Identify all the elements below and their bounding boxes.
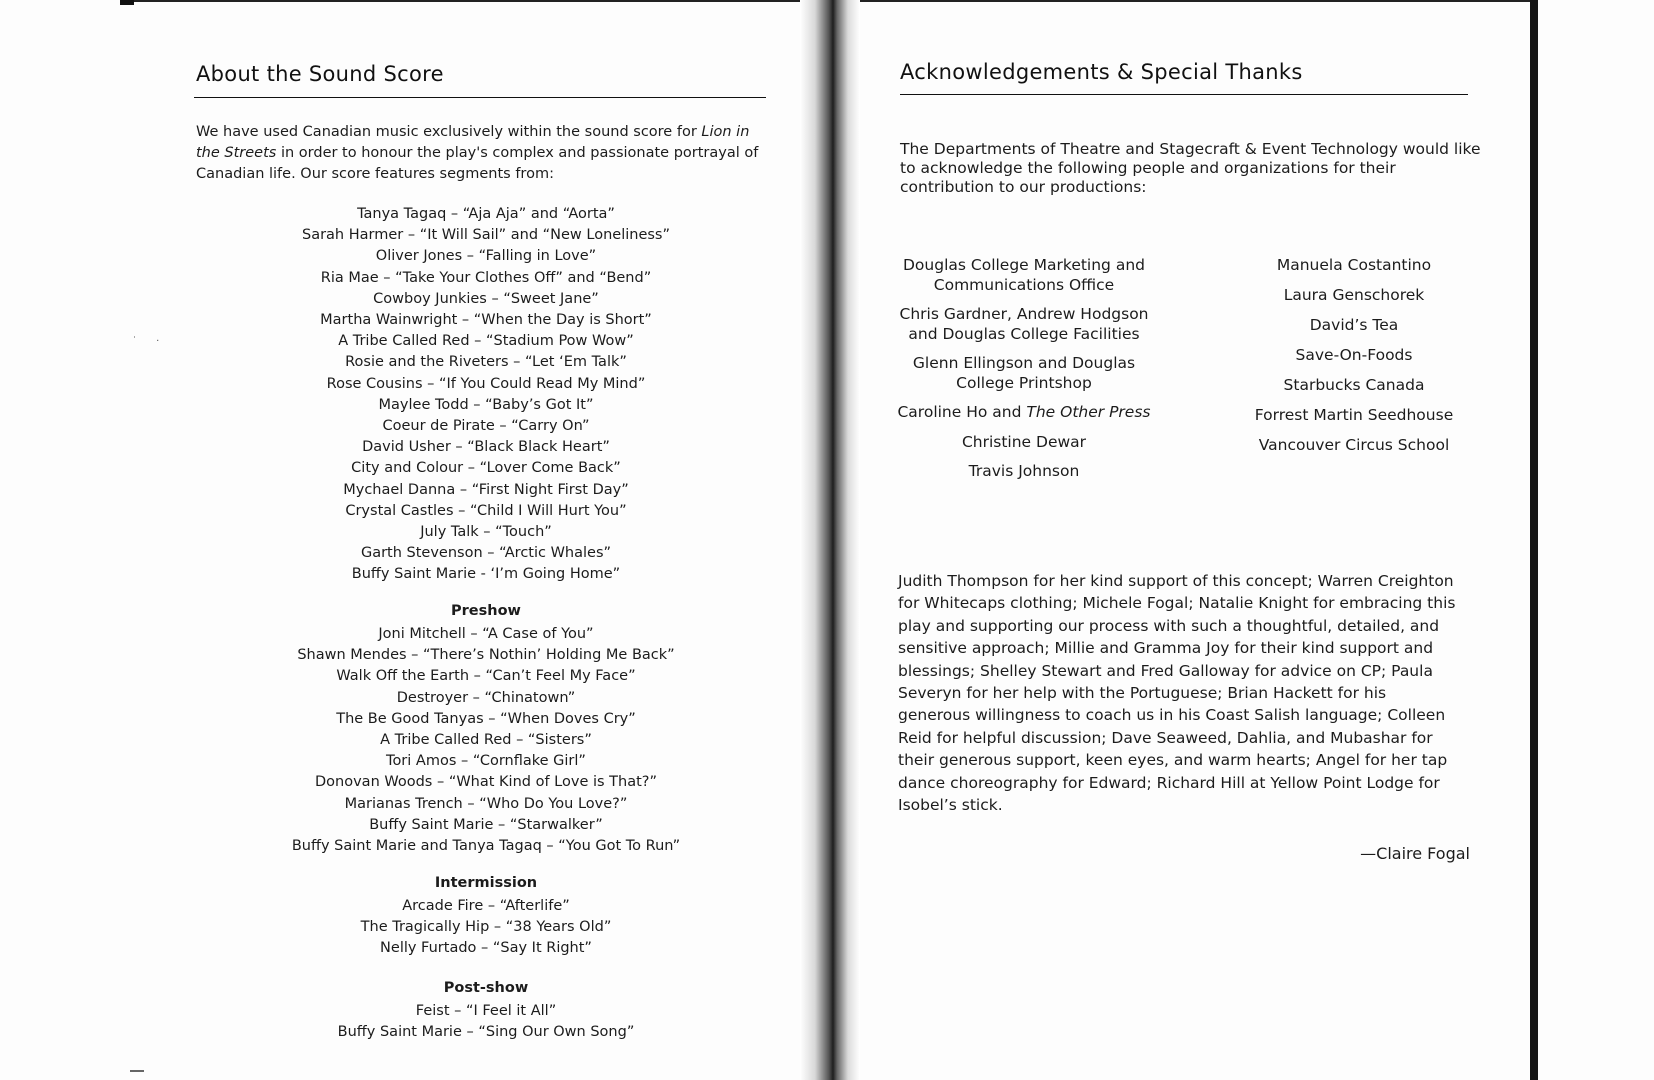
track-item: Maylee Todd – “Baby’s Got It” bbox=[378, 396, 594, 413]
track-item: A Tribe Called Red – “Sisters” bbox=[380, 732, 592, 749]
track-item: Crystal Castles – “Child I Will Hurt You” bbox=[345, 502, 627, 519]
acknowledgements-left-column bbox=[890, 256, 1158, 492]
sound-score-intro bbox=[196, 122, 766, 185]
track-item: Cowboy Junkies – “Sweet Jane” bbox=[373, 290, 599, 307]
ack-item: Starbucks Canada bbox=[1283, 376, 1425, 394]
publication-title: The Other Press bbox=[1026, 403, 1151, 421]
track-item: July Talk – “Touch” bbox=[420, 524, 552, 541]
track-item: Tori Amos – “Cornflake Girl” bbox=[386, 753, 586, 770]
play-title: Lion in the Streets bbox=[196, 124, 750, 161]
ack-item: Vancouver Circus School bbox=[1258, 436, 1450, 454]
ack-item: Douglas College Marketing and Communications Office bbox=[903, 256, 1145, 294]
track-item: Feist – “I Feel it All” bbox=[415, 1003, 557, 1019]
ack-item: David’s Tea bbox=[1309, 316, 1399, 334]
track-item: Ria Mae – “Take Your Clothes Off” and “Bend” bbox=[320, 269, 652, 286]
intermission-heading: Intermission bbox=[434, 875, 538, 891]
track-item: A Tribe Called Red – “Stadium Pow Wow” bbox=[338, 333, 634, 350]
track-item: Arcade Fire – “Afterlife” bbox=[402, 898, 570, 914]
track-item: Walk Off the Earth – “Can’t Feel My Face” bbox=[336, 668, 636, 685]
track-item: Coeur de Pirate – “Carry On” bbox=[382, 418, 590, 435]
acknowledgements-heading: Acknowledgements & Special Thanks bbox=[900, 60, 1303, 84]
track-item: Marianas Trench – “Who Do You Love?” bbox=[344, 795, 628, 812]
track-item: City and Colour – “Lover Come Back” bbox=[351, 460, 621, 477]
track-item: Martha Wainwright – “When the Day is Short” bbox=[320, 312, 652, 329]
track-item: David Usher – “Black Black Heart” bbox=[362, 439, 610, 456]
acknowledgements-right-column bbox=[1220, 256, 1488, 466]
track-item: Joni Mitchell – “A Case of You” bbox=[378, 626, 594, 642]
special-thanks-paragraph: Judith Thompson for her kind support of this concept; Warren Creighton for Whitecaps clothing; Michele Fogal; Natalie Knight for embracing this play and supporting our process with such a thoughtful, detailed, and sensitive approach; Millie and Gramma Joy for their kind support and blessings; Shelley Stewart and Fred Galloway for advice on CP; Paula Severyn for her help with the Portuguese; Brian Hackett for his generous willingness to coach us in his Coast Salish language; Colleen Reid for helpful discussion; Dave Seaweed, Dahlia, and Mubashar for their generous support, keen eyes, and warm hearts; Angel for her tap dance choreography for Edward; Richard Hill at Yellow Point Lodge for Isobel’s stick. bbox=[898, 572, 1456, 815]
track-item: Sarah Harmer – “It Will Sail” and “New Loneliness” bbox=[301, 227, 670, 244]
book-gutter bbox=[800, 0, 860, 1080]
page-top-edge bbox=[120, 0, 820, 2]
track-item: Nelly Furtado – “Say It Right” bbox=[380, 940, 592, 957]
postshow-heading: Post-show bbox=[443, 980, 529, 996]
track-item: Donovan Woods – “What Kind of Love is That?” bbox=[315, 774, 657, 791]
acknowledgements-intro: The Departments of Theatre and Stagecraft & Event Technology would like to acknowledge the following people and organizations for their contribution to our productions: bbox=[900, 140, 1481, 196]
signature: —Claire Fogal bbox=[1360, 844, 1470, 863]
track-item: Garth Stevenson – “Arctic Whales” bbox=[360, 545, 612, 562]
main-track-list bbox=[276, 204, 696, 586]
page-right-edge bbox=[1530, 0, 1538, 1080]
track-item: Oliver Jones – “Falling in Love” bbox=[375, 248, 597, 265]
track-item: Buffy Saint Marie - ‘I’m Going Home” bbox=[351, 566, 621, 583]
postshow-track-list bbox=[276, 1001, 696, 1043]
intro-text-end: in order to honour the play's complex and passionate portrayal of Canadian life. Our score features segments from: bbox=[196, 145, 759, 182]
intermission-track-list bbox=[276, 896, 696, 960]
scan-specks: ˙ · bbox=[132, 336, 168, 347]
track-item: Destroyer – “Chinatown” bbox=[396, 689, 576, 706]
ack-item: Manuela Costantino bbox=[1276, 256, 1432, 274]
track-item: Shawn Mendes – “There’s Nothin’ Holding Me Back” bbox=[297, 647, 675, 664]
ack-item: Laura Genschorek bbox=[1283, 286, 1425, 304]
track-item: Rosie and the Riveters – “Let ‘Em Talk” bbox=[345, 354, 627, 371]
track-item: Rose Cousins – “If You Could Read My Mind” bbox=[326, 375, 646, 392]
track-item: Buffy Saint Marie – “Sing Our Own Song” bbox=[337, 1024, 635, 1041]
ack-item bbox=[890, 403, 1158, 423]
ack-item: Travis Johnson bbox=[968, 462, 1080, 480]
track-item: Buffy Saint Marie – “Starwalker” bbox=[369, 816, 603, 833]
preshow-heading: Preshow bbox=[451, 603, 521, 619]
track-item: Mychael Danna – “First Night First Day” bbox=[343, 481, 629, 498]
sound-score-heading: About the Sound Score bbox=[196, 62, 444, 86]
ack-item: Chris Gardner, Andrew Hodgson and Douglas College Facilities bbox=[899, 305, 1149, 343]
track-item: The Be Good Tanyas – “When Doves Cry” bbox=[336, 710, 636, 727]
heading-rule bbox=[194, 97, 766, 98]
heading-rule bbox=[900, 94, 1468, 95]
ack-item-text: Caroline Ho and bbox=[897, 403, 1022, 421]
ack-item: Christine Dewar bbox=[961, 432, 1087, 451]
scan-mark bbox=[120, 0, 134, 5]
track-item: Tanya Tagaq – “Aja Aja” and “Aorta” bbox=[357, 206, 615, 222]
track-item: Buffy Saint Marie and Tanya Tagaq – “You Got To Run” bbox=[291, 838, 681, 855]
ack-item: Glenn Ellingson and Douglas College Printshop bbox=[912, 354, 1136, 392]
ack-item: Save-On-Foods bbox=[1295, 346, 1413, 364]
track-item: The Tragically Hip – “38 Years Old” bbox=[360, 919, 612, 936]
page-top-edge-right bbox=[836, 0, 1536, 2]
intro-text-start: We have used Canadian music exclusively within the sound score for bbox=[196, 124, 702, 140]
preshow-track-list bbox=[276, 624, 696, 857]
scan-dash bbox=[130, 1070, 144, 1072]
ack-item: Forrest Martin Seedhouse bbox=[1254, 406, 1454, 424]
